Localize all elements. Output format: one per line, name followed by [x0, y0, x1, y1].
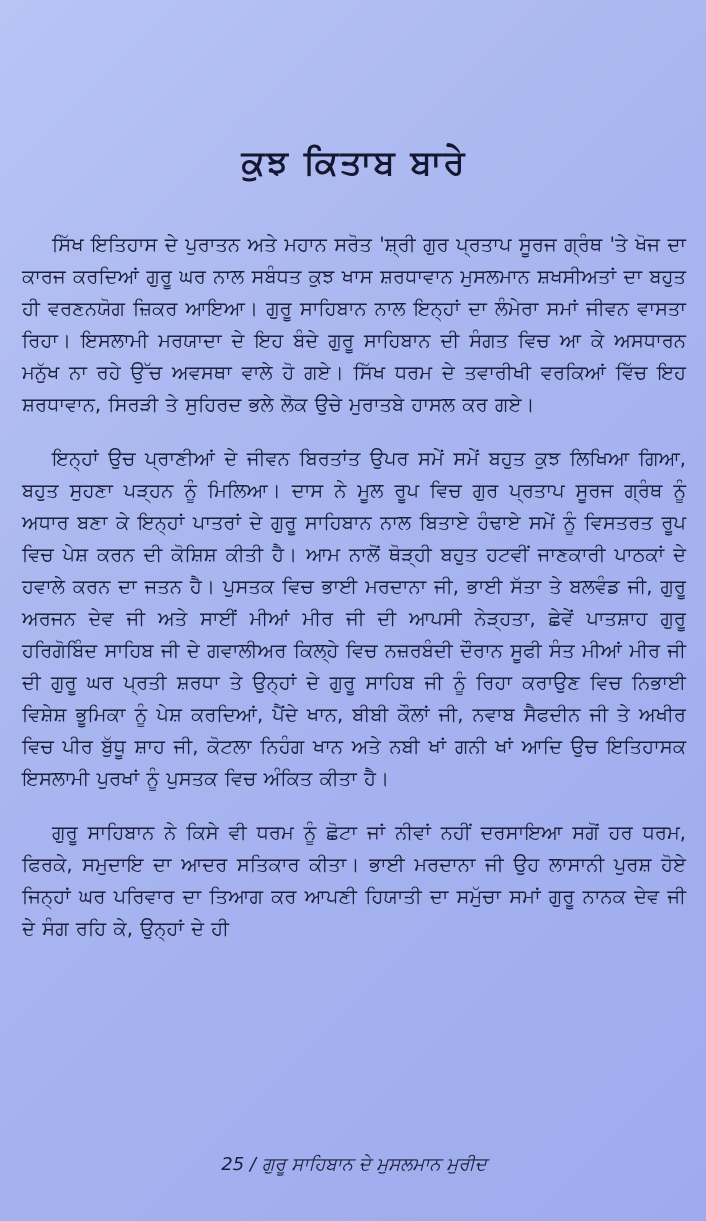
book-page: [22, 0, 686, 1221]
page-body: [22, 229, 686, 945]
chapter-title: ਕੁਝ ਕਿਤਾਬ ਬਾਰੇ: [241, 143, 467, 183]
paragraph-2: ਇਨ੍ਹਾਂ ਉਚ ਪ੍ਰਾਣੀਆਂ ਦੇ ਜੀਵਨ ਬਿਰਤਾਂਤ ਉਪਰ ਸਮੇਂ ਸਮੇਂ ਬਹੁਤ ਕੁਝ ਲਿਖਿਆ ਗਿਆ, ਬਹੁਤ ਸੁਹਣਾ ਪੜ੍ਹਨ ਨੂੰ ਮਿਲਿਆ। ਦਾਸ ਨੇ ਮੂਲ ਰੂਪ ਵਿਚ ਗੁਰ ਪ੍ਰਤਾਪ ਸੂਰਜ ਗ੍ਰੰਥ ਨੂੰ ਅਧਾਰ ਬਣਾ ਕੇ ਇਨ੍ਹਾਂ ਪਾਤਰਾਂ ਦੇ ਗੁਰੂ ਸਾਹਿਬਾਨ ਨਾਲ ਬਿਤਾਏ ਹੰਢਾਏ ਸਮੇਂ ਨੂੰ ਵਿਸਤਰਤ ਰੂਪ ਵਿਚ ਪੇਸ਼ ਕਰਨ ਦੀ ਕੋਸ਼ਿਸ਼ ਕੀਤੀ ਹੈ। ਆਮ ਨਾਲੋਂ ਥੋੜ੍ਹੀ ਬਹੁਤ ਹਟਵੀਂ ਜਾਣਕਾਰੀ ਪਾਠਕਾਂ ਦੇ ਹਵਾਲੇ ਕਰਨ ਦਾ ਜਤਨ ਹੈ। ਪੁਸਤਕ ਵਿਚ ਭਾਈ ਮਰਦਾਨਾ ਜੀ, ਭਾਈ ਸੱਤਾ ਤੇ ਬਲਵੰਡ ਜੀ, ਗੁਰੂ ਅਰਜਨ ਦੇਵ ਜੀ ਅਤੇ ਸਾਈਂ ਮੀਆਂ ਮੀਰ ਜੀ ਦੀ ਆਪਸੀ ਨੇੜ੍ਹਤਾ, ਛੇਵੇਂ ਪਾਤਸ਼ਾਹ ਗੁਰੂ ਹਰਿਗੋਬਿੰਦ ਸਾਹਿਬ ਜੀ ਦੇ ਗਵਾਲੀਅਰ ਕਿਲ੍ਹੇ ਵਿਚ ਨਜ਼ਰਬੰਦੀ ਦੌਰਾਨ ਸੂਫੀ ਸੰਤ ਮੀਆਂ ਮੀਰ ਜੀ ਦੀ ਗੁਰੂ ਘਰ ਪ੍ਰਤੀ ਸ਼ਰਧਾ ਤੇ ਉਨ੍ਹਾਂ ਦੇ ਗੁਰੂ ਸਾਹਿਬ ਜੀ ਨੂੰ ਰਿਹਾ ਕਰਾਉਣ ਵਿਚ ਨਿਭਾਈ ਵਿਸ਼ੇਸ਼ ਭੂਮਿਕਾ ਨੂੰ ਪੇਸ਼ ਕਰਦਿਆਂ, ਪੈਂਦੇ ਖਾਨ, ਬੀਬੀ ਕੌਲਾਂ ਜੀ, ਨਵਾਬ ਸੈਫਦੀਨ ਜੀ ਤੇ ਅਖੀਰ ਵਿਚ ਪੀਰ ਬੁੱਧੂ ਸ਼ਾਹ ਜੀ, ਕੋਟਲਾ ਨਿਹੰਗ ਖਾਨ ਅਤੇ ਨਬੀ ਖਾਂ ਗਨੀ ਖਾਂ ਆਦਿ ਉਚ ਇਤਿਹਾਸਕ ਇਸਲਾਮੀ ਪੁਰਖਾਂ ਨੂੰ ਪੁਸਤਕ ਵਿਚ ਅੰਕਿਤ ਕੀਤਾ ਹੈ।: [22, 447, 686, 790]
running-book-title: ਗੁਰੂ ਸਾਹਿਬਾਨ ਦੇ ਮੁਸਲਮਾਨ ਮੁਰੀਦ: [262, 1154, 487, 1175]
paragraph-1: ਸਿੱਖ ਇਤਿਹਾਸ ਦੇ ਪੁਰਾਤਨ ਅਤੇ ਮਹਾਨ ਸਰੋਤ 'ਸ਼੍ਰੀ ਗੁਰ ਪ੍ਰਤਾਪ ਸੂਰਜ ਗ੍ਰੰਥ 'ਤੇ ਖੋਜ ਦਾ ਕਾਰਜ ਕਰਦਿਆਂ ਗੁਰੂ ਘਰ ਨਾਲ ਸਬੰਧਤ ਕੁਝ ਖਾਸ ਸ਼ਰਧਾਵਾਨ ਮੁਸਲਮਾਨ ਸ਼ਖਸੀਅਤਾਂ ਦਾ ਬਹੁਤ ਹੀ ਵਰਣਨਯੋਗ ਜ਼ਿਕਰ ਆਇਆ। ਗੁਰੂ ਸਾਹਿਬਾਨ ਨਾਲ ਇਨ੍ਹਾਂ ਦਾ ਲੰਮੇਰਾ ਸਮਾਂ ਜੀਵਨ ਵਾਸਤਾ ਰਿਹਾ। ਇਸਲਾਮੀ ਮਰਯਾਦਾ ਦੇ ਇਹ ਬੰਦੇ ਗੁਰੂ ਸਾਹਿਬਾਨ ਦੀ ਸੰਗਤ ਵਿਚ ਆ ਕੇ ਅਸਧਾਰਨ ਮਨੁੱਖ ਨਾ ਰਹੇ ਉੱਚ ਅਵਸਥਾ ਵਾਲੇ ਹੋ ਗਏ। ਸਿੱਖ ਧਰਮ ਦੇ ਤਵਾਰੀਖੀ ਵਰਕਿਆਂ ਵਿੱਚ ਇਹ ਸ਼ਰਧਾਵਾਨ, ਸਿਰੜੀ ਤੇ ਸੁਹਿਰਦ ਭਲੇ ਲੋਕ ਉਚੇ ਮੁਰਾਤਬੇ ਹਾਸਲ ਕਰ ਗਏ।: [22, 233, 686, 416]
paragraph-3: ਗੁਰੂ ਸਾਹਿਬਾਨ ਨੇ ਕਿਸੇ ਵੀ ਧਰਮ ਨੂੰ ਛੋਟਾ ਜਾਂ ਨੀਵਾਂ ਨਹੀਂ ਦਰਸਾਇਆ ਸਗੋਂ ਹਰ ਧਰਮ, ਫਿਰਕੇ, ਸਮੁਦਾਇ ਦਾ ਆਦਰ ਸਤਿਕਾਰ ਕੀਤਾ। ਭਾਈ ਮਰਦਾਨਾ ਜੀ ਉਹ ਲਾਸਾਨੀ ਪੁਰਸ਼ ਹੋਏ ਜਿਨ੍ਹਾਂ ਘਰ ਪਰਿਵਾਰ ਦਾ ਤਿਆਗ ਕਰ ਆਪਣੀ ਹਿਯਾਤੀ ਦਾ ਸਮੁੱਚਾ ਸਮਾਂ ਗੁਰੂ ਨਾਨਕ ਦੇਵ ਜੀ ਦੇ ਸੰਗ ਰਹਿ ਕੇ, ਉਨ੍ਹਾਂ ਦੇ ਹੀ: [22, 821, 686, 940]
page-number: 25 /: [221, 1154, 256, 1175]
page-footer: [22, 1150, 686, 1180]
